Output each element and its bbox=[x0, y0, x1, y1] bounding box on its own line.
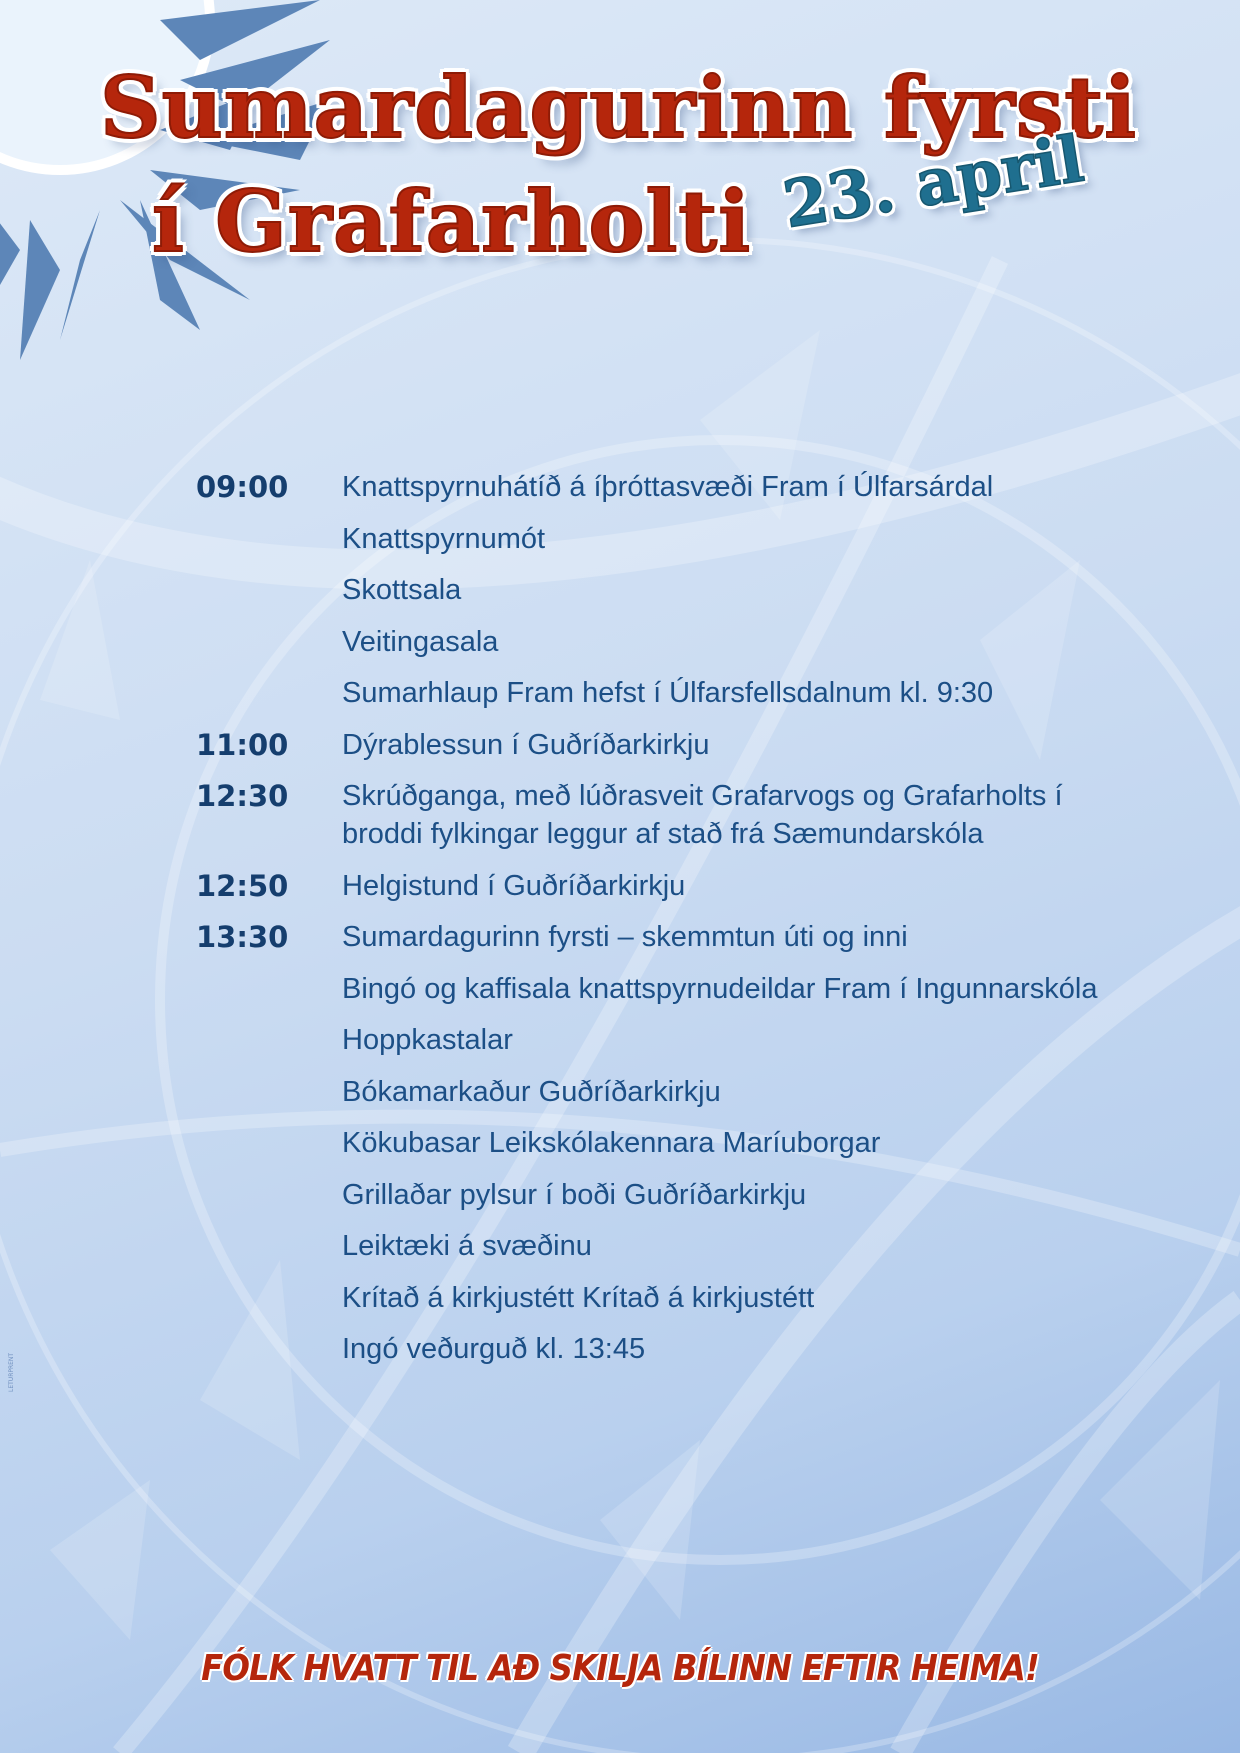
schedule-text: Knattspyrnuhátíð á íþróttasvæði Fram í Úlfarsárdal bbox=[342, 471, 994, 503]
schedule-list bbox=[196, 468, 1126, 1382]
schedule-text: Leiktæki á svæðinu bbox=[342, 1230, 592, 1262]
schedule-text: Sumardagurinn fyrsti – skemmtun úti og inni bbox=[342, 921, 908, 953]
schedule-text: Skrúðganga, með lúðrasveit Grafarvogs og Grafarholts í broddi fylkingar leggur af stað frá Sæmundarskóla bbox=[342, 780, 1063, 850]
schedule-text: Krítað á kirkjustétt Krítað á kirkjustétt bbox=[342, 1281, 815, 1314]
footer-slogan: FÓLK HVATT TIL AÐ SKILJA BÍLINN EFTIR HEIMA! bbox=[201, 1648, 1039, 1689]
schedule-row bbox=[196, 1279, 1126, 1317]
event-date: 23. april bbox=[778, 121, 1089, 243]
schedule-text: Bókamarkaður Guðríðarkirkju bbox=[342, 1075, 721, 1108]
schedule-row bbox=[196, 468, 1126, 506]
printer-credit: LETURPRENT bbox=[8, 1352, 15, 1392]
schedule-time: 11:00 bbox=[196, 727, 289, 762]
schedule-row bbox=[196, 520, 1126, 558]
schedule-text: Grillaðar pylsur í boði Guðríðarkirkju bbox=[342, 1178, 807, 1211]
schedule-row bbox=[196, 918, 1126, 956]
schedule-time: 13:30 bbox=[196, 920, 289, 954]
schedule-text: Ingó veðurguð kl. 13:45 bbox=[342, 1333, 646, 1365]
schedule-text: Skottsala bbox=[342, 574, 462, 606]
schedule-row bbox=[196, 867, 1126, 905]
schedule-time: 09:00 bbox=[196, 470, 289, 504]
title-line-1: Sumardagurinn fyrsti bbox=[100, 58, 1138, 157]
title-line-2: í Grafarholti bbox=[152, 172, 752, 271]
schedule-row bbox=[196, 1073, 1126, 1111]
schedule-text: Knattspyrnumót bbox=[342, 522, 546, 555]
schedule-text: Kökubasar Leikskólakennara Maríuborgar bbox=[342, 1127, 881, 1159]
schedule-text: Sumarhlaup Fram hefst í Úlfarsfellsdalnum kl. 9:30 bbox=[342, 677, 994, 709]
schedule-row bbox=[196, 1124, 1126, 1162]
schedule-row bbox=[196, 1021, 1126, 1059]
schedule-row bbox=[196, 571, 1126, 609]
schedule-row bbox=[196, 1330, 1126, 1368]
schedule-text: Dýrablessun í Guðríðarkirkju bbox=[342, 728, 710, 761]
schedule-time: 12:30 bbox=[196, 779, 289, 813]
schedule-row bbox=[196, 623, 1126, 661]
schedule-row bbox=[196, 777, 1126, 853]
schedule-row bbox=[196, 970, 1126, 1008]
schedule-text: Bingó og kaffisala knattspyrnudeildar Fram í Ingunnarskóla bbox=[342, 972, 1098, 1005]
schedule-text: Veitingasala bbox=[342, 625, 499, 658]
schedule-text: Helgistund í Guðríðarkirkju bbox=[342, 869, 686, 902]
schedule-row bbox=[196, 1227, 1126, 1265]
schedule-row bbox=[196, 726, 1126, 764]
schedule-time: 12:50 bbox=[196, 868, 289, 903]
schedule-text: Hoppkastalar bbox=[342, 1024, 513, 1056]
schedule-row bbox=[196, 1176, 1126, 1214]
schedule-row bbox=[196, 674, 1126, 712]
